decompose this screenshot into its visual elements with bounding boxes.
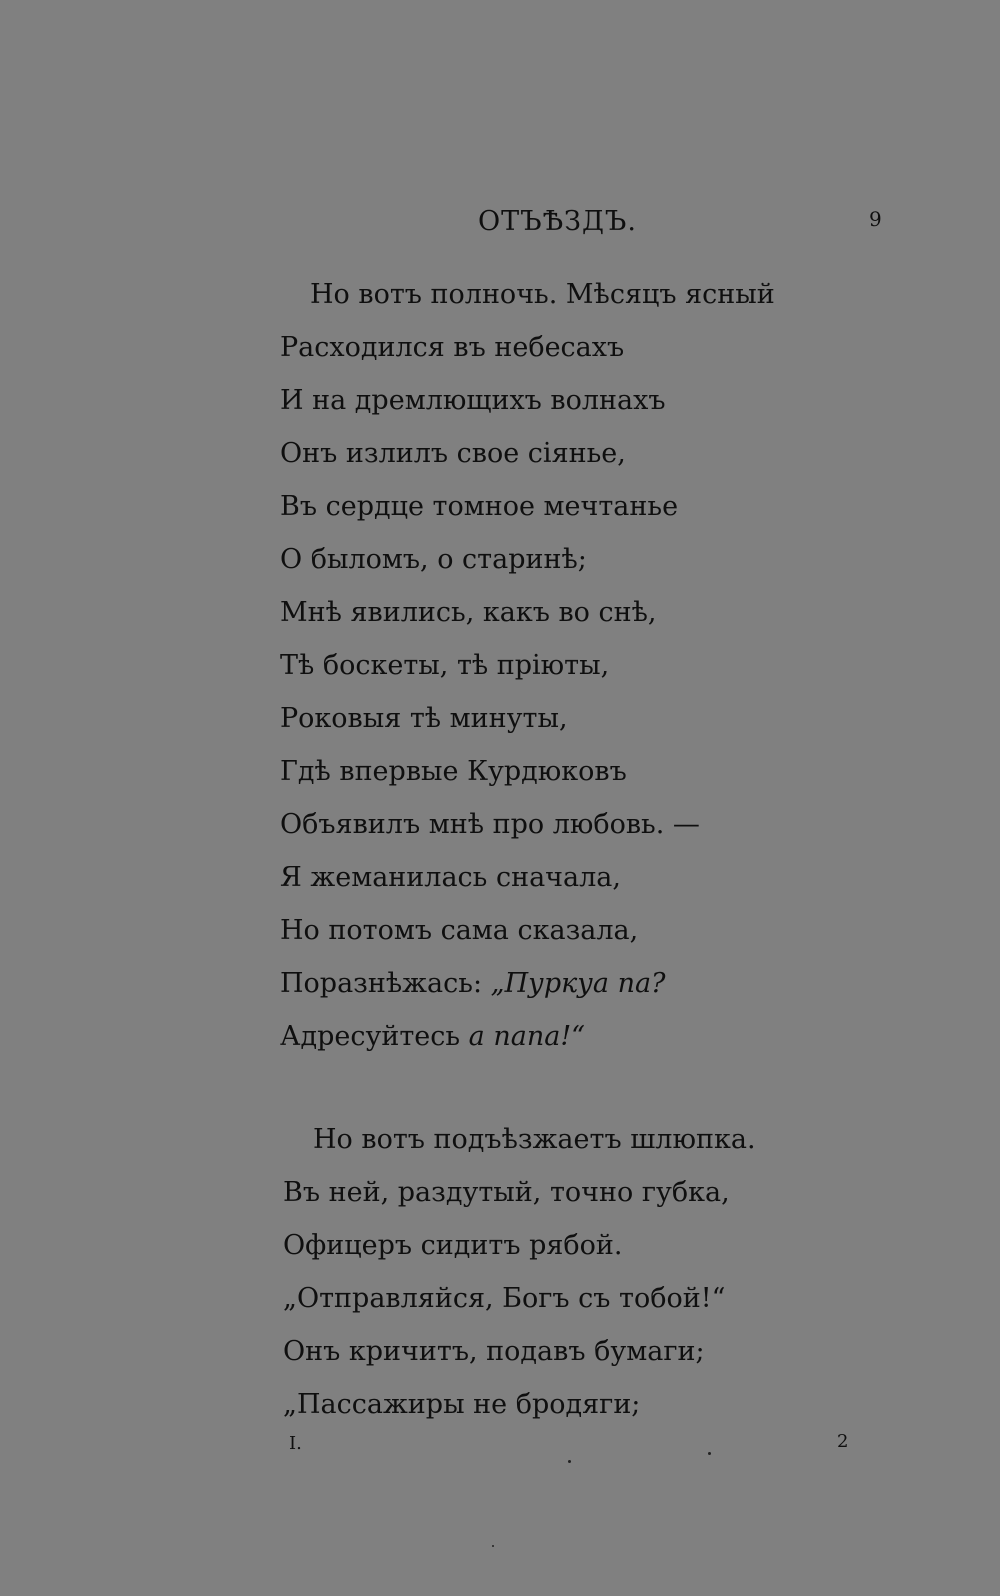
- verse-line: [280, 586, 775, 639]
- verse-line: [280, 268, 775, 321]
- verse-text: Но потомъ сама сказала,: [280, 915, 639, 946]
- verse-italic-text: „Пуркуа па?: [490, 968, 666, 999]
- verse-line: [283, 1325, 756, 1378]
- verse-line: [280, 480, 775, 533]
- verse-line: [280, 957, 775, 1010]
- verse-italic-text: а папа!“: [468, 1021, 585, 1052]
- verse-line: [283, 1272, 756, 1325]
- verse-text: „Отправляйся, Богъ съ тобой!“: [283, 1283, 726, 1314]
- verse-text: Въ сердце томное мечтанье: [280, 491, 679, 522]
- verse-line: [280, 374, 775, 427]
- verse-line: [280, 851, 775, 904]
- verse-line: [280, 692, 775, 745]
- signature-mark: I.: [289, 1433, 302, 1454]
- sheet-number: 2: [837, 1431, 849, 1452]
- verse-line: [283, 1378, 756, 1431]
- verse-text: Мнѣ явились, какъ во снѣ,: [280, 597, 657, 628]
- verse-line: [283, 1113, 756, 1166]
- verse-text: Гдѣ впервые Курдюковъ: [280, 756, 627, 787]
- verse-text: О быломъ, о старинѣ;: [280, 544, 587, 575]
- verse-line: [280, 904, 775, 957]
- verse-text: Но вотъ полночь. Мѣсяцъ ясный: [310, 279, 775, 310]
- verse-text: Офицеръ сидитъ рябой.: [283, 1230, 623, 1261]
- verse-text: Объявилъ мнѣ про любовь. —: [280, 809, 700, 840]
- print-speck: [708, 1452, 711, 1455]
- verse-line: [280, 1010, 775, 1063]
- stanza-1: [280, 268, 775, 1063]
- verse-text: Онъ кричитъ, подавъ бумаги;: [283, 1336, 705, 1367]
- verse-line: [280, 533, 775, 586]
- verse-line: [283, 1219, 756, 1272]
- page-number: 9: [869, 207, 882, 231]
- stanza-2: [283, 1113, 756, 1431]
- verse-text: Адресуйтесь: [280, 1021, 469, 1052]
- verse-text: И на дремлющихъ волнахъ: [280, 385, 666, 416]
- print-speck: [568, 1460, 571, 1463]
- verse-text: Роковыя тѣ минуты,: [280, 703, 568, 734]
- verse-text: Въ ней, раздутый, точно губка,: [283, 1177, 730, 1208]
- verse-text: „Пассажиры не бродяги;: [283, 1389, 641, 1420]
- verse-line: [280, 427, 775, 480]
- verse-text: Но вотъ подъѣзжаетъ шлюпка.: [313, 1124, 756, 1155]
- page-header-title: ОТЪѢЗДЪ.: [478, 206, 637, 237]
- verse-line: [283, 1166, 756, 1219]
- print-speck: [492, 1545, 494, 1547]
- verse-line: [280, 745, 775, 798]
- verse-text: Онъ излилъ свое сіянье,: [280, 438, 626, 469]
- verse-text: Тѣ боскеты, тѣ пріюты,: [280, 650, 610, 681]
- verse-text: Я жеманилась сначала,: [280, 862, 621, 893]
- verse-line: [280, 798, 775, 851]
- verse-text: Поразнѣжась:: [280, 968, 491, 999]
- verse-line: [280, 639, 775, 692]
- verse-line: [280, 321, 775, 374]
- verse-text: Расходился въ небесахъ: [280, 332, 625, 363]
